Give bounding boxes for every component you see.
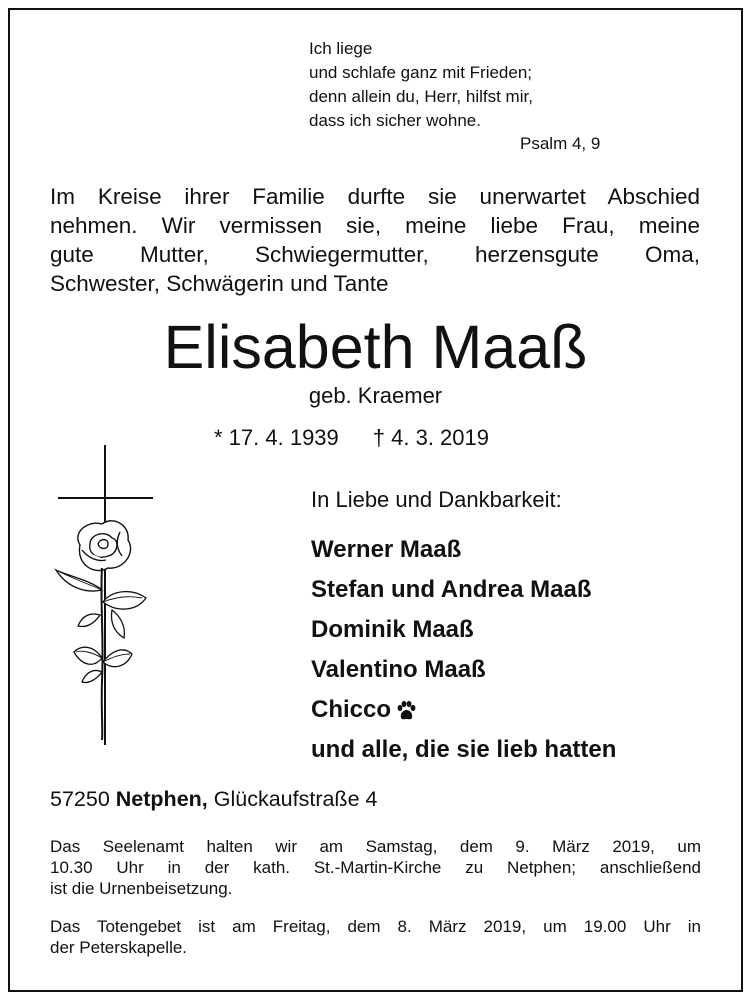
gratitude-line: In Liebe und Dankbarkeit: bbox=[311, 487, 562, 512]
mourners-list bbox=[311, 530, 616, 770]
service-line: 10.30 Uhr in der kath. St.-Martin-Kirche zu Netphen; anschließend bbox=[50, 858, 701, 877]
pet-name: Chicco bbox=[311, 696, 392, 723]
street: Glückaufstraße 4 bbox=[213, 787, 378, 811]
psalm-line: denn allein du, Herr, hilfst mir, bbox=[309, 87, 533, 106]
mourner-name: Dominik Maaß bbox=[311, 616, 474, 643]
psalm-line: und schlafe ganz mit Frieden; bbox=[309, 63, 533, 82]
address bbox=[50, 787, 377, 812]
intro-line: gute Mutter, Schwiegermutter, herzensgute Oma, bbox=[50, 242, 700, 267]
maiden-name: geb. Kraemer bbox=[308, 383, 443, 408]
intro-text bbox=[50, 182, 700, 298]
life-dates bbox=[214, 425, 489, 451]
mourner-name: Valentino Maaß bbox=[311, 656, 486, 683]
city: Netphen, bbox=[115, 787, 208, 811]
birth-date: * 17. 4. 1939 bbox=[214, 425, 339, 450]
mourner-name: Werner Maaß bbox=[311, 536, 462, 563]
intro-line: Im Kreise ihrer Familie durfte sie unerwartet Abschied bbox=[50, 184, 700, 209]
deceased-name: Elisabeth Maaß bbox=[163, 313, 588, 381]
prayer-line: der Peterskapelle. bbox=[50, 938, 188, 957]
mourner-pet bbox=[311, 690, 616, 730]
paw-icon bbox=[395, 700, 417, 722]
intro-line: nehmen. Wir vermissen sie, meine liebe Frau, meine bbox=[50, 213, 700, 238]
psalm-line: Ich liege bbox=[309, 39, 373, 58]
service-line: ist die Urnenbeisetzung. bbox=[50, 879, 233, 898]
service-notice bbox=[50, 836, 701, 899]
cross-with-rose-icon bbox=[50, 440, 160, 750]
intro-line: Schwester, Schwägerin und Tante bbox=[50, 271, 389, 296]
postal-code: 57250 bbox=[50, 787, 110, 811]
prayer-notice bbox=[50, 916, 701, 958]
service-line: Das Seelenamt halten wir am Samstag, dem 9. März 2019, um bbox=[50, 837, 701, 856]
psalm-quote bbox=[309, 37, 533, 133]
psalm-reference: Psalm 4, 9 bbox=[520, 134, 601, 153]
psalm-line: dass ich sicher wohne. bbox=[309, 111, 481, 130]
mourner-name: und alle, die sie lieb hatten bbox=[311, 736, 617, 763]
prayer-line: Das Totengebet ist am Freitag, dem 8. März 2019, um 19.00 Uhr in bbox=[50, 917, 701, 936]
death-date: † 4. 3. 2019 bbox=[372, 425, 489, 450]
mourner-name: Stefan und Andrea Maaß bbox=[311, 576, 592, 603]
